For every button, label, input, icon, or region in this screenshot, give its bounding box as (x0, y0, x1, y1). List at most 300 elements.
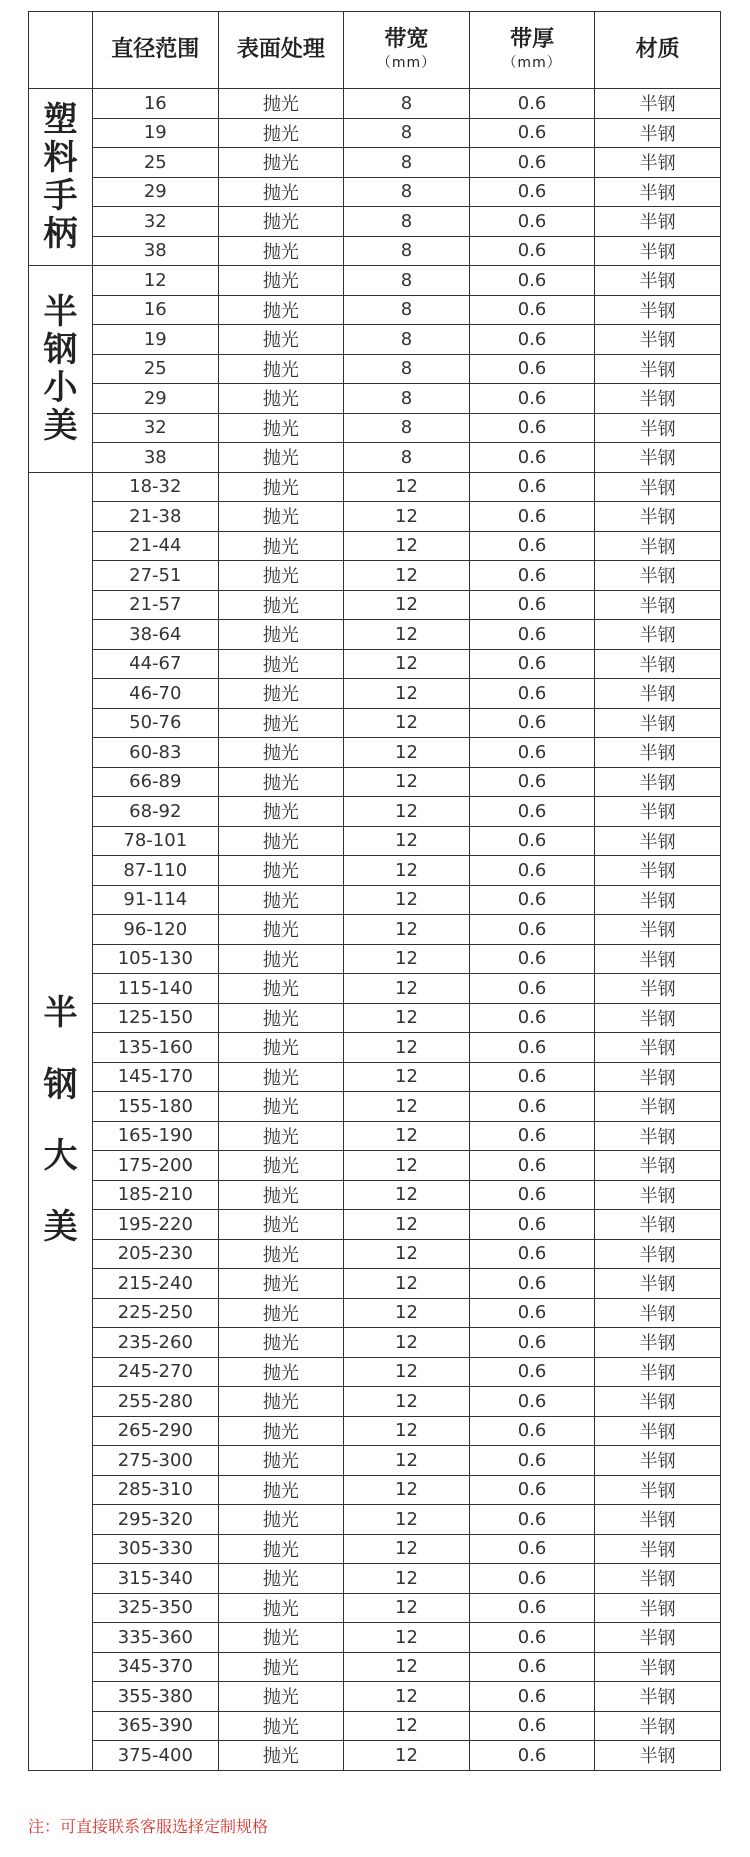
cell-diameter: 78-101 (93, 826, 219, 856)
cell-surface: 抛光 (218, 1652, 344, 1682)
cell-material: 半钢 (595, 1416, 721, 1446)
cell-surface: 抛光 (218, 1328, 344, 1358)
table-row (29, 826, 721, 856)
table-row (29, 236, 721, 266)
cell-surface: 抛光 (218, 1505, 344, 1535)
cell-diameter: 60-83 (93, 738, 219, 768)
cell-band-width: 12 (344, 1505, 470, 1535)
cell-band-width: 12 (344, 708, 470, 738)
cell-material: 半钢 (595, 826, 721, 856)
cell-surface: 抛光 (218, 649, 344, 679)
cell-band-width: 12 (344, 649, 470, 679)
cell-surface: 抛光 (218, 856, 344, 886)
cell-diameter: 305-330 (93, 1534, 219, 1564)
table-row (29, 1564, 721, 1594)
group-label-char: 钢 (43, 1064, 78, 1105)
cell-material: 半钢 (595, 1033, 721, 1063)
cell-diameter: 115-140 (93, 974, 219, 1004)
cell-diameter: 345-370 (93, 1652, 219, 1682)
cell-band-width: 12 (344, 915, 470, 945)
cell-material: 半钢 (595, 620, 721, 650)
cell-band-thickness: 0.6 (469, 472, 595, 502)
cell-diameter: 68-92 (93, 797, 219, 827)
cell-surface: 抛光 (218, 472, 344, 502)
cell-surface: 抛光 (218, 620, 344, 650)
cell-surface: 抛光 (218, 1387, 344, 1417)
table-row (29, 1623, 721, 1653)
cell-surface: 抛光 (218, 1357, 344, 1387)
cell-material: 半钢 (595, 1151, 721, 1181)
cell-surface: 抛光 (218, 1416, 344, 1446)
cell-material: 半钢 (595, 1092, 721, 1122)
cell-surface: 抛光 (218, 1298, 344, 1328)
table-row (29, 1298, 721, 1328)
cell-band-width: 12 (344, 1003, 470, 1033)
cell-material: 半钢 (595, 1239, 721, 1269)
cell-band-width: 12 (344, 1092, 470, 1122)
cell-diameter: 195-220 (93, 1210, 219, 1240)
cell-material: 半钢 (595, 944, 721, 974)
cell-surface: 抛光 (218, 177, 344, 207)
table-row (29, 1121, 721, 1151)
cell-band-width: 8 (344, 413, 470, 443)
cell-diameter: 29 (93, 384, 219, 414)
header-material: 材质 (595, 12, 721, 89)
cell-diameter: 145-170 (93, 1062, 219, 1092)
cell-band-thickness: 0.6 (469, 1711, 595, 1741)
group-label-char: 大 (43, 1136, 78, 1176)
table-row (29, 1062, 721, 1092)
cell-band-width: 12 (344, 1652, 470, 1682)
cell-diameter: 12 (93, 266, 219, 296)
table-row (29, 413, 721, 443)
table-row (29, 767, 721, 797)
cell-band-thickness: 0.6 (469, 1623, 595, 1653)
cell-band-thickness: 0.6 (469, 915, 595, 945)
cell-surface: 抛光 (218, 413, 344, 443)
group-half-steel-large-label (29, 472, 93, 1770)
cell-material: 半钢 (595, 1328, 721, 1358)
cell-surface: 抛光 (218, 1239, 344, 1269)
cell-band-width: 12 (344, 797, 470, 827)
cell-band-width: 12 (344, 974, 470, 1004)
table-row (29, 1269, 721, 1299)
header-row (29, 12, 721, 89)
cell-band-width: 12 (344, 1711, 470, 1741)
cell-surface: 抛光 (218, 118, 344, 148)
cell-material: 半钢 (595, 384, 721, 414)
cell-band-width: 12 (344, 561, 470, 591)
cell-band-thickness: 0.6 (469, 1505, 595, 1535)
table-row (29, 384, 721, 414)
cell-surface: 抛光 (218, 797, 344, 827)
cell-material: 半钢 (595, 325, 721, 355)
cell-band-thickness: 0.6 (469, 1593, 595, 1623)
cell-material: 半钢 (595, 1062, 721, 1092)
cell-diameter: 66-89 (93, 767, 219, 797)
cell-material: 半钢 (595, 856, 721, 886)
cell-surface: 抛光 (218, 1121, 344, 1151)
cell-band-thickness: 0.6 (469, 1328, 595, 1358)
group-half-steel-small-label (29, 266, 93, 473)
cell-band-width: 8 (344, 177, 470, 207)
cell-surface: 抛光 (218, 1446, 344, 1476)
cell-material: 半钢 (595, 236, 721, 266)
cell-band-width: 12 (344, 944, 470, 974)
cell-band-thickness: 0.6 (469, 679, 595, 709)
cell-diameter: 235-260 (93, 1328, 219, 1358)
cell-material: 半钢 (595, 649, 721, 679)
cell-surface: 抛光 (218, 974, 344, 1004)
cell-band-width: 12 (344, 1387, 470, 1417)
cell-band-width: 8 (344, 325, 470, 355)
cell-diameter: 205-230 (93, 1239, 219, 1269)
cell-surface: 抛光 (218, 266, 344, 296)
cell-band-thickness: 0.6 (469, 89, 595, 119)
cell-band-width: 12 (344, 1298, 470, 1328)
cell-band-thickness: 0.6 (469, 944, 595, 974)
cell-band-width: 12 (344, 1210, 470, 1240)
cell-diameter: 38-64 (93, 620, 219, 650)
cell-surface: 抛光 (218, 1269, 344, 1299)
cell-band-thickness: 0.6 (469, 1416, 595, 1446)
cell-surface: 抛光 (218, 590, 344, 620)
cell-material: 半钢 (595, 1534, 721, 1564)
cell-band-thickness: 0.6 (469, 1387, 595, 1417)
cell-material: 半钢 (595, 1475, 721, 1505)
cell-material: 半钢 (595, 1593, 721, 1623)
cell-band-thickness: 0.6 (469, 1062, 595, 1092)
cell-surface: 抛光 (218, 1062, 344, 1092)
table-row (29, 1446, 721, 1476)
cell-diameter: 175-200 (93, 1151, 219, 1181)
group-label-char: 料 (43, 137, 78, 178)
cell-diameter: 215-240 (93, 1269, 219, 1299)
cell-surface: 抛光 (218, 915, 344, 945)
cell-surface: 抛光 (218, 89, 344, 119)
cell-surface: 抛光 (218, 1180, 344, 1210)
table-row (29, 590, 721, 620)
cell-diameter: 225-250 (93, 1298, 219, 1328)
table-row (29, 1003, 721, 1033)
cell-band-width: 8 (344, 148, 470, 178)
cell-material: 半钢 (595, 1623, 721, 1653)
table-row (29, 1357, 721, 1387)
cell-surface: 抛光 (218, 1033, 344, 1063)
cell-band-width: 8 (344, 354, 470, 384)
cell-material: 半钢 (595, 531, 721, 561)
cell-band-thickness: 0.6 (469, 1210, 595, 1240)
cell-diameter: 265-290 (93, 1416, 219, 1446)
cell-band-thickness: 0.6 (469, 177, 595, 207)
cell-surface: 抛光 (218, 502, 344, 532)
cell-diameter: 315-340 (93, 1564, 219, 1594)
cell-material: 半钢 (595, 885, 721, 915)
cell-band-thickness: 0.6 (469, 413, 595, 443)
table-row (29, 1092, 721, 1122)
cell-band-width: 8 (344, 207, 470, 237)
table-row (29, 1711, 721, 1741)
header-band-width: 带宽 （mm） (344, 12, 470, 89)
table-row (29, 354, 721, 384)
table-row (29, 1416, 721, 1446)
cell-band-width: 12 (344, 1062, 470, 1092)
cell-material: 半钢 (595, 1180, 721, 1210)
cell-material: 半钢 (595, 974, 721, 1004)
cell-band-width: 12 (344, 1534, 470, 1564)
cell-band-thickness: 0.6 (469, 384, 595, 414)
cell-band-width: 12 (344, 1446, 470, 1476)
table-row (29, 89, 721, 119)
cell-band-thickness: 0.6 (469, 236, 595, 266)
table-row (29, 649, 721, 679)
spec-table (28, 11, 721, 1771)
cell-band-thickness: 0.6 (469, 590, 595, 620)
cell-band-thickness: 0.6 (469, 797, 595, 827)
cell-band-width: 12 (344, 1239, 470, 1269)
cell-material: 半钢 (595, 1121, 721, 1151)
cell-diameter: 105-130 (93, 944, 219, 974)
cell-material: 半钢 (595, 738, 721, 768)
table-row (29, 1741, 721, 1771)
cell-material: 半钢 (595, 443, 721, 473)
cell-material: 半钢 (595, 1446, 721, 1476)
group-label-char: 美 (43, 1207, 78, 1248)
cell-band-thickness: 0.6 (469, 974, 595, 1004)
cell-diameter: 32 (93, 207, 219, 237)
cell-band-thickness: 0.6 (469, 561, 595, 591)
cell-band-width: 8 (344, 384, 470, 414)
cell-material: 半钢 (595, 502, 721, 532)
cell-band-width: 12 (344, 826, 470, 856)
cell-material: 半钢 (595, 148, 721, 178)
cell-surface: 抛光 (218, 1741, 344, 1771)
cell-surface: 抛光 (218, 1003, 344, 1033)
cell-surface: 抛光 (218, 236, 344, 266)
footnote: 注：可直接联系客服选择定制规格 (28, 1817, 269, 1836)
cell-surface: 抛光 (218, 561, 344, 591)
cell-diameter: 21-57 (93, 590, 219, 620)
cell-band-width: 12 (344, 1151, 470, 1181)
cell-band-thickness: 0.6 (469, 1269, 595, 1299)
cell-surface: 抛光 (218, 1475, 344, 1505)
table-row (29, 148, 721, 178)
cell-diameter: 44-67 (93, 649, 219, 679)
cell-band-width: 8 (344, 443, 470, 473)
cell-diameter: 50-76 (93, 708, 219, 738)
cell-surface: 抛光 (218, 708, 344, 738)
table-row (29, 1210, 721, 1240)
table-row (29, 531, 721, 561)
cell-material: 半钢 (595, 1564, 721, 1594)
cell-surface: 抛光 (218, 767, 344, 797)
table-row (29, 620, 721, 650)
cell-diameter: 27-51 (93, 561, 219, 591)
cell-band-width: 12 (344, 1121, 470, 1151)
group-plastic-handle-label (29, 89, 93, 266)
cell-surface: 抛光 (218, 1534, 344, 1564)
cell-material: 半钢 (595, 295, 721, 325)
cell-diameter: 335-360 (93, 1623, 219, 1653)
cell-band-width: 12 (344, 1682, 470, 1712)
cell-band-width: 12 (344, 620, 470, 650)
cell-band-width: 8 (344, 236, 470, 266)
cell-band-thickness: 0.6 (469, 1121, 595, 1151)
cell-material: 半钢 (595, 590, 721, 620)
cell-band-width: 12 (344, 1180, 470, 1210)
cell-band-thickness: 0.6 (469, 325, 595, 355)
cell-band-thickness: 0.6 (469, 1741, 595, 1771)
cell-material: 半钢 (595, 413, 721, 443)
cell-band-width: 12 (344, 885, 470, 915)
cell-band-thickness: 0.6 (469, 1298, 595, 1328)
cell-band-thickness: 0.6 (469, 148, 595, 178)
cell-band-width: 12 (344, 590, 470, 620)
cell-diameter: 285-310 (93, 1475, 219, 1505)
cell-band-width: 12 (344, 1357, 470, 1387)
cell-surface: 抛光 (218, 354, 344, 384)
cell-band-thickness: 0.6 (469, 1475, 595, 1505)
cell-band-thickness: 0.6 (469, 1092, 595, 1122)
cell-diameter: 96-120 (93, 915, 219, 945)
cell-material: 半钢 (595, 1298, 721, 1328)
cell-diameter: 135-160 (93, 1033, 219, 1063)
cell-band-thickness: 0.6 (469, 1239, 595, 1269)
table-row (29, 974, 721, 1004)
group-label-char: 钢 (43, 329, 78, 370)
cell-surface: 抛光 (218, 1682, 344, 1712)
cell-material: 半钢 (595, 1357, 721, 1387)
header-band-thickness-unit: （mm） (502, 55, 562, 72)
cell-diameter: 46-70 (93, 679, 219, 709)
cell-band-width: 12 (344, 472, 470, 502)
table-row (29, 561, 721, 591)
cell-band-width: 12 (344, 1269, 470, 1299)
cell-band-width: 12 (344, 502, 470, 532)
table-row (29, 325, 721, 355)
cell-band-thickness: 0.6 (469, 295, 595, 325)
cell-surface: 抛光 (218, 1092, 344, 1122)
cell-band-thickness: 0.6 (469, 1652, 595, 1682)
cell-diameter: 38 (93, 236, 219, 266)
cell-diameter: 25 (93, 354, 219, 384)
cell-band-width: 12 (344, 738, 470, 768)
cell-band-thickness: 0.6 (469, 738, 595, 768)
table-row (29, 738, 721, 768)
cell-band-thickness: 0.6 (469, 1180, 595, 1210)
cell-surface: 抛光 (218, 384, 344, 414)
cell-material: 半钢 (595, 1003, 721, 1033)
cell-surface: 抛光 (218, 679, 344, 709)
cell-material: 半钢 (595, 89, 721, 119)
group-label-char: 美 (43, 405, 78, 446)
cell-material: 半钢 (595, 1269, 721, 1299)
table-row (29, 1682, 721, 1712)
cell-band-width: 12 (344, 1593, 470, 1623)
cell-material: 半钢 (595, 1505, 721, 1535)
table-row (29, 1180, 721, 1210)
table-row (29, 502, 721, 532)
cell-band-thickness: 0.6 (469, 531, 595, 561)
table-row (29, 1328, 721, 1358)
cell-band-width: 12 (344, 531, 470, 561)
cell-diameter: 87-110 (93, 856, 219, 886)
cell-diameter: 375-400 (93, 1741, 219, 1771)
table-row (29, 1387, 721, 1417)
cell-band-width: 12 (344, 1328, 470, 1358)
table-row (29, 1593, 721, 1623)
cell-band-width: 12 (344, 1741, 470, 1771)
cell-diameter: 185-210 (93, 1180, 219, 1210)
spec-table-body (29, 89, 721, 1771)
cell-diameter: 16 (93, 89, 219, 119)
cell-material: 半钢 (595, 354, 721, 384)
cell-material: 半钢 (595, 266, 721, 296)
cell-band-thickness: 0.6 (469, 708, 595, 738)
table-row (29, 708, 721, 738)
cell-surface: 抛光 (218, 826, 344, 856)
cell-band-thickness: 0.6 (469, 354, 595, 384)
cell-diameter: 165-190 (93, 1121, 219, 1151)
table-row (29, 118, 721, 148)
table-row (29, 207, 721, 237)
cell-surface: 抛光 (218, 1151, 344, 1181)
cell-band-width: 12 (344, 1623, 470, 1653)
cell-band-width: 8 (344, 89, 470, 119)
cell-material: 半钢 (595, 1387, 721, 1417)
cell-band-thickness: 0.6 (469, 1033, 595, 1063)
cell-surface: 抛光 (218, 944, 344, 974)
cell-band-thickness: 0.6 (469, 649, 595, 679)
cell-band-thickness: 0.6 (469, 118, 595, 148)
cell-band-thickness: 0.6 (469, 620, 595, 650)
cell-diameter: 325-350 (93, 1593, 219, 1623)
table-row (29, 1505, 721, 1535)
cell-surface: 抛光 (218, 885, 344, 915)
cell-band-width: 8 (344, 295, 470, 325)
cell-band-thickness: 0.6 (469, 1564, 595, 1594)
cell-diameter: 38 (93, 443, 219, 473)
cell-surface: 抛光 (218, 1564, 344, 1594)
table-row (29, 1534, 721, 1564)
cell-diameter: 16 (93, 295, 219, 325)
cell-surface: 抛光 (218, 1711, 344, 1741)
header-surface: 表面处理 (218, 12, 344, 89)
table-row (29, 472, 721, 502)
cell-surface: 抛光 (218, 1210, 344, 1240)
cell-material: 半钢 (595, 177, 721, 207)
cell-material: 半钢 (595, 561, 721, 591)
table-row (29, 797, 721, 827)
cell-band-thickness: 0.6 (469, 826, 595, 856)
table-row (29, 443, 721, 473)
group-label-char: 小 (43, 367, 78, 408)
cell-diameter: 21-38 (93, 502, 219, 532)
group-label-char: 半 (43, 291, 78, 332)
cell-diameter: 155-180 (93, 1092, 219, 1122)
cell-band-thickness: 0.6 (469, 1446, 595, 1476)
cell-diameter: 19 (93, 118, 219, 148)
cell-diameter: 365-390 (93, 1711, 219, 1741)
header-corner (29, 12, 93, 89)
cell-material: 半钢 (595, 1741, 721, 1771)
cell-band-thickness: 0.6 (469, 767, 595, 797)
cell-diameter: 355-380 (93, 1682, 219, 1712)
table-row (29, 1033, 721, 1063)
cell-surface: 抛光 (218, 295, 344, 325)
cell-diameter: 91-114 (93, 885, 219, 915)
header-band-width-unit: （mm） (376, 55, 437, 72)
